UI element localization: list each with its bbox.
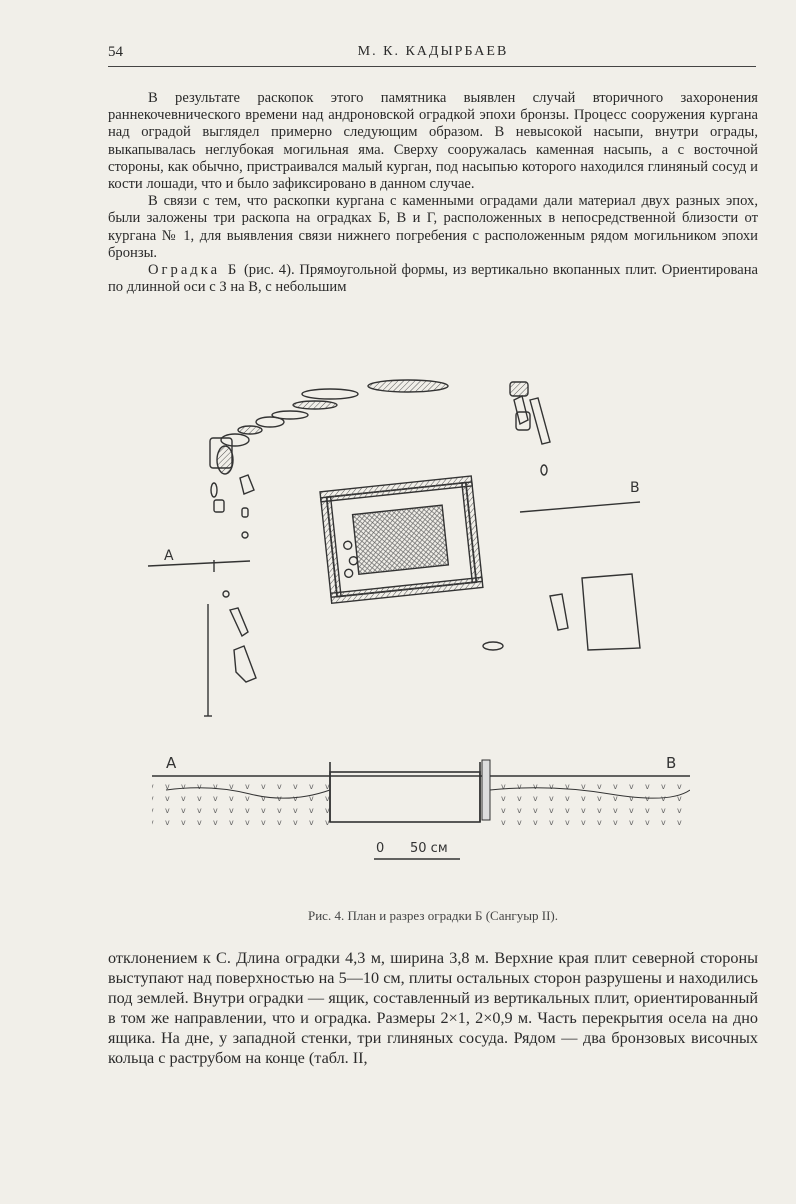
section-label-b: В <box>666 754 677 772</box>
continuation-paragraph: отклонением к С. Длина оградки 4,3 м, ширина 3,8 м. Верхние края плит северной стороны выступают над поверхностью на 5—10 см, плиты остальных сторон разрушены и находились под землей. Внутри оградки — ящик, составленный из вертикальных плит, ориентированный в том же направлении, что и оградка. Размеры 2×1, 2×0,9 м. Часть перекрытия осела на дно ящика. На дне, у западной стенки, три глиняных сосуда. Рядом — два бронзовых височных кольца с раструбом на конце (табл. II, <box>108 949 758 1067</box>
page-number: 54 <box>108 44 123 60</box>
page-header <box>108 44 758 68</box>
scale-bar <box>374 841 460 859</box>
figure-plan-and-section <box>130 360 690 900</box>
scale-zero: 0 <box>376 841 385 856</box>
plan-label-b: В <box>630 480 640 496</box>
paragraph-2: В связи с тем, что раскопки кургана с каменными оградами дали материал двух разных эпох, были заложены три раскопа на оградках Б, В и Г, расположенных в непосредственной близости от кургана № 1, для выявления связи нижнего погребения с расположенным рядом могильником эпохи бронзы. <box>108 193 758 261</box>
plan-view <box>148 380 640 716</box>
header-rule <box>108 66 756 67</box>
section-view <box>152 754 690 826</box>
paragraph-1: В результате раскопок этого памятника выявлен случай вторичного захоронения раннекочевнического времени над андроновской оградкой эпохи бронзы. Процесс сооружения кургана над оградой выглядел примерно следующим образом. В невысокой насыпи, внутри ограды, выкапывалась неглубокая могильная яма. Сверху сооружалась каменная насыпь, а с восточной стороны, как обычно, пристраивался малый курган, под насыпью которого находился глиняный сосуд и кости лошади, что и было зафиксировано в данном случае. <box>108 90 758 193</box>
paragraph-3 <box>108 262 758 296</box>
body-text-top <box>108 90 758 296</box>
section-label-a: А <box>166 754 177 772</box>
running-title: М. К. КАДЫРБАЕВ <box>357 44 509 59</box>
plan-label-a: А <box>164 548 174 564</box>
paragraph-3-text: (рис. 4). Прямоугольной формы, из вертикально вкопанных плит. Ориентирована по длинной оси с З на В, с небольшим <box>108 262 758 296</box>
figure-caption: Рис. 4. План и разрез оградки Б (Сангуыр II). <box>308 908 558 923</box>
body-text-bottom <box>108 948 758 1068</box>
scale-value: 50 см <box>410 841 448 856</box>
paragraph-3-lead: Оградка Б <box>148 262 240 279</box>
